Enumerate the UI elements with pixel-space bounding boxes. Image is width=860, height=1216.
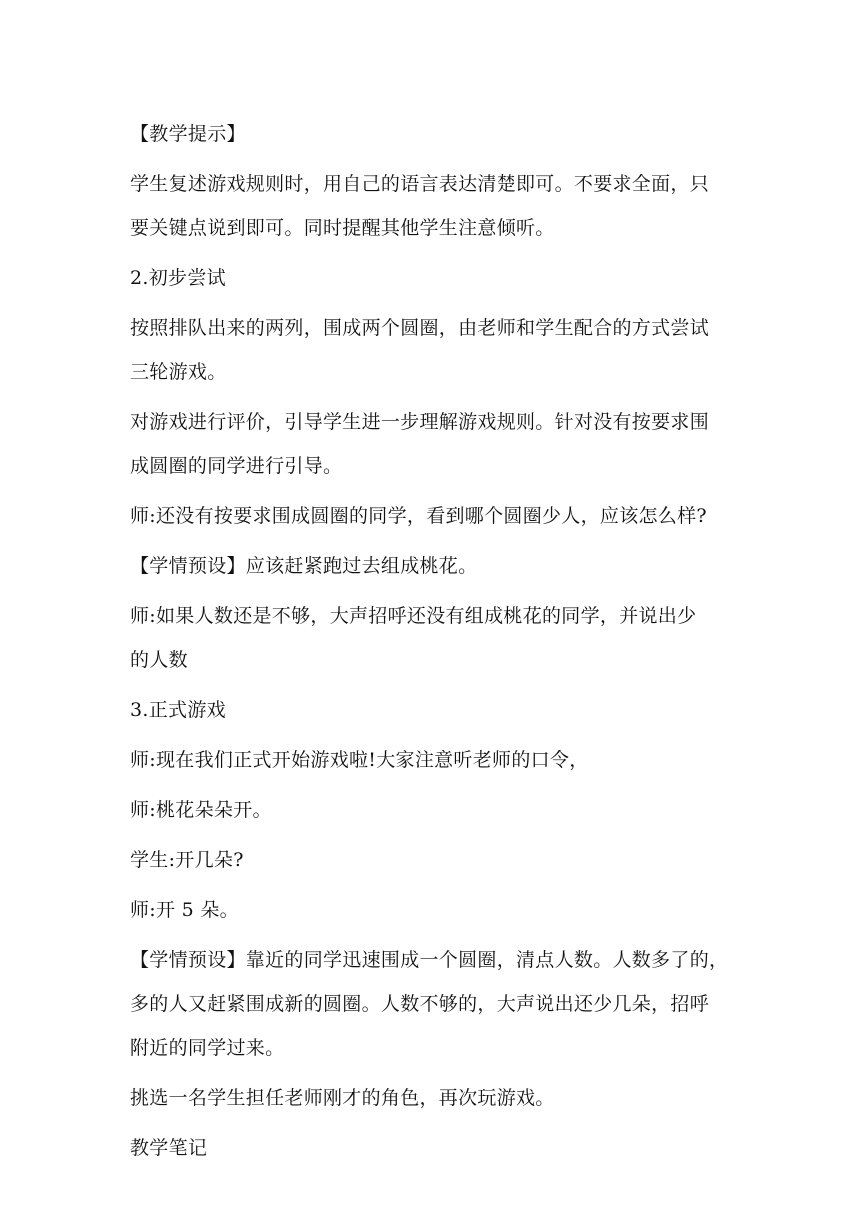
paragraph-teacher-question: 师:还没有按要求围成圆圈的同学，看到哪个圆圈少人，应该怎么样? xyxy=(130,505,707,527)
document-body xyxy=(130,112,740,1176)
heading-teaching-notes: 教学笔记 xyxy=(130,1137,208,1159)
paragraph-expected-behavior: 【学情预设】靠近的同学迅速围成一个圆圈，清点人数。人数多了的， 多的人又赶紧围成新的圆圈。人数不够的，大声说出还少几朵，招呼 附近的同学过来。 xyxy=(130,949,729,1059)
paragraph-role-swap: 挑选一名学生担任老师刚才的角色，再次玩游戏。 xyxy=(130,1087,555,1109)
paragraph-student-reply: 学生:开几朵? xyxy=(130,849,244,871)
paragraph-evaluation: 对游戏进行评价，引导学生进一步理解游戏规则。针对没有按要求围 成圆圈的同学进行引导。 xyxy=(130,411,710,477)
paragraph-teacher-number: 师:开 5 朵。 xyxy=(130,899,239,921)
heading-teaching-tip: 【教学提示】 xyxy=(130,123,246,145)
paragraph-teacher-instruction: 师:如果人数还是不够，大声招呼还没有组成桃花的同学，并说出少 的人数 xyxy=(130,605,697,671)
section-heading-initial-try: 2.初步尝试 xyxy=(130,267,226,289)
paragraph-expected-answer: 【学情预设】应该赶紧跑过去组成桃花。 xyxy=(130,555,478,577)
paragraph-teacher-chant: 师:桃花朵朵开。 xyxy=(130,799,272,821)
paragraph-teacher-start: 师:现在我们正式开始游戏啦!大家注意听老师的口令， xyxy=(130,749,589,771)
section-heading-formal-game: 3.正式游戏 xyxy=(130,699,226,721)
paragraph-initial-try: 按照排队出来的两列，围成两个圆圈，由老师和学生配合的方式尝试 三轮游戏。 xyxy=(130,317,710,383)
paragraph-tip-text: 学生复述游戏规则时，用自己的语言表达清楚即可。不要求全面，只 要关键点说到即可。同时提醒其他学生注意倾听。 xyxy=(130,173,710,239)
